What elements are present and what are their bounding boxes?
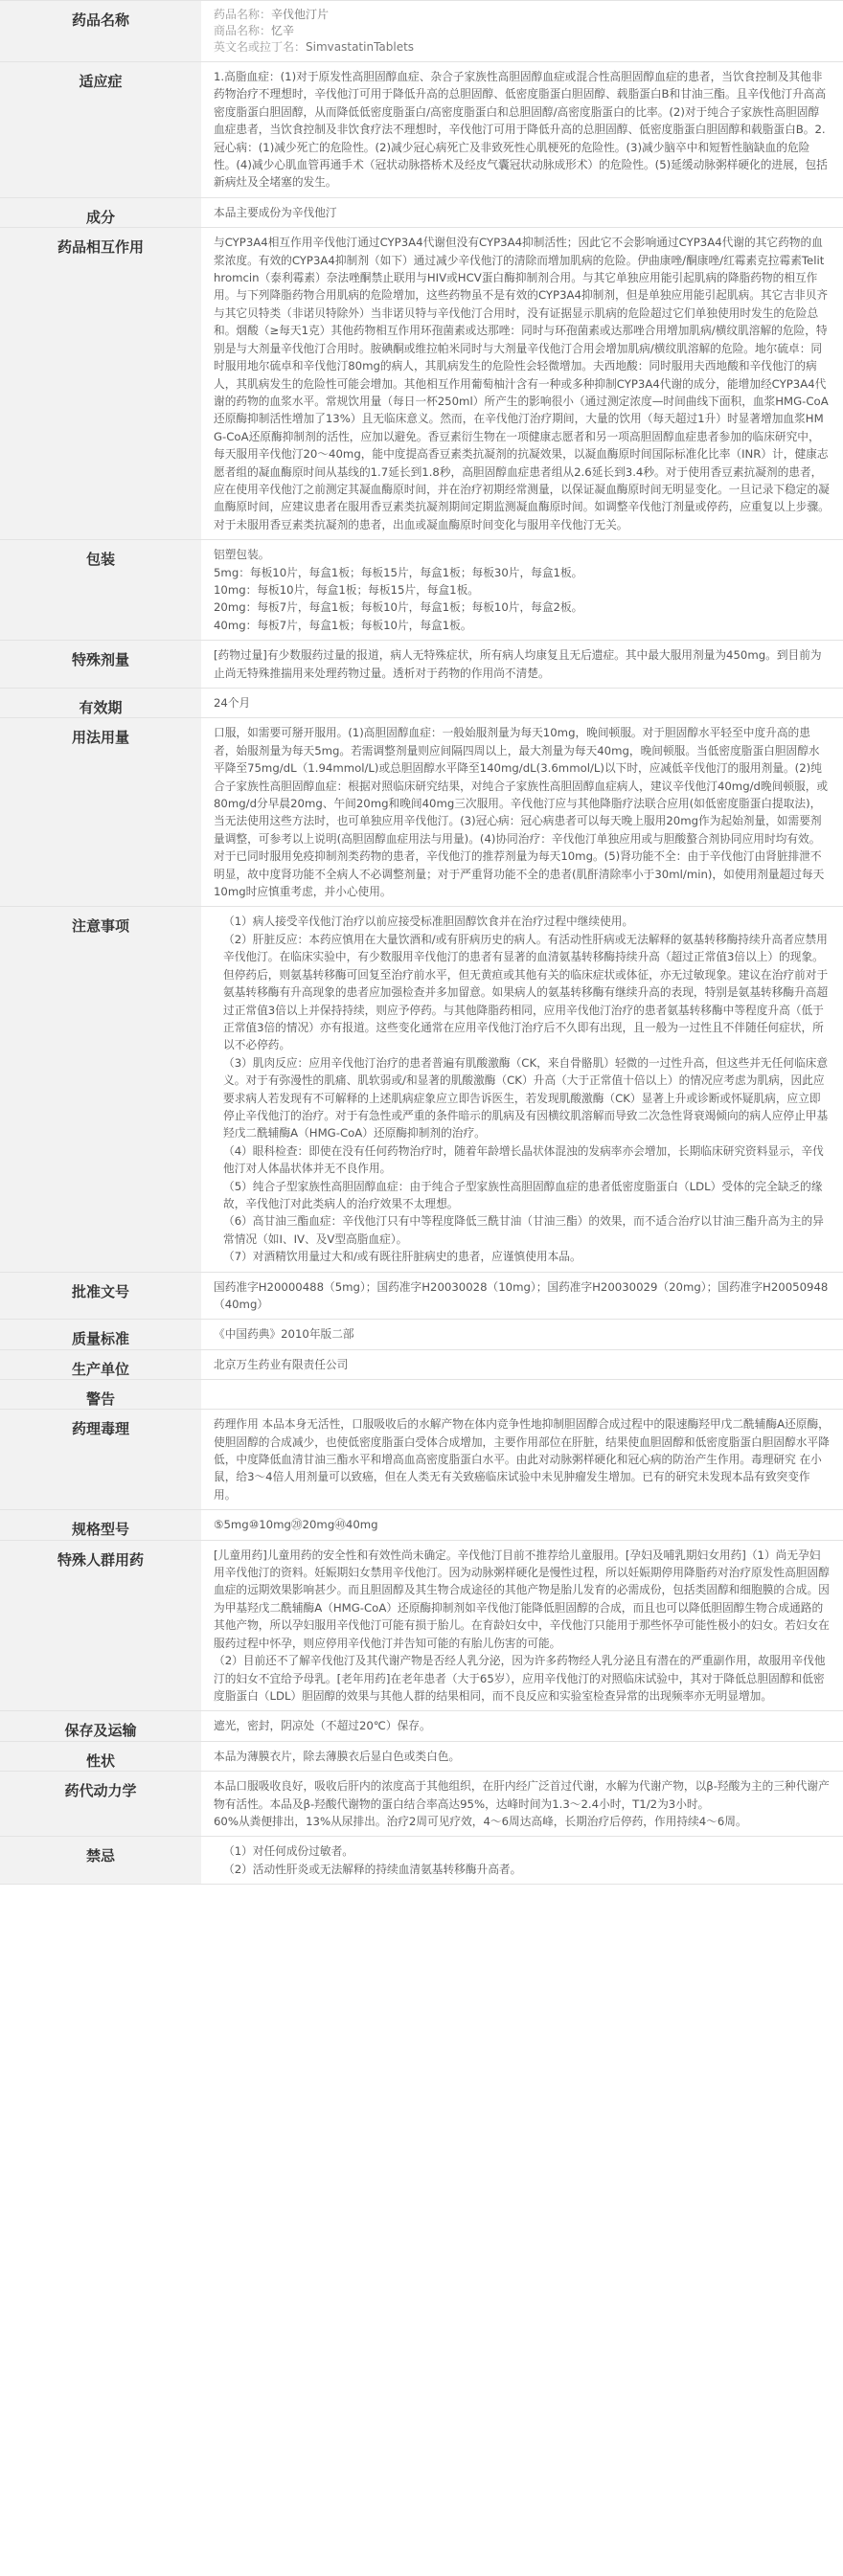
row-paragraph: 1.高脂血症：(1)对于原发性高胆固醇血症、杂合子家族性高胆固醇血症或混合性高胆固醇血症的患者，当饮食控制及其他非药物治疗不理想时，辛伐他汀可用于降低升高的总胆固醇、低密度脂蛋白胆固醇、载脂蛋白B和甘油三酯。且辛伐他汀升高高密度脂蛋白胆固醇，从而降低低密度脂蛋白/高密度脂蛋白和总胆固醇/高密度脂蛋白的比率。(2)对于纯合子家族性高胆固醇血症患者，当饮食控制及非饮食疗法不理想时，辛伐他汀可用于降低升高的总胆固醇、低密度脂蛋白胆固醇和载脂蛋白B。2.冠心病：(1)减少死亡的危险性。(2)减少冠心病死亡及非致死性心肌梗死的危险性。(3)减少脑卒中和短暂性脑缺血的危险性。(4)减少心肌血管再通手术（冠状动脉搭桥术及经皮气囊冠状动脉成形术）的危险性。(5)延缓动脉粥样硬化的进展，包括新病灶及全堵塞的发生。 [214, 70, 828, 190]
row-label: 用法用量 [0, 718, 201, 907]
english-name-line [214, 39, 830, 56]
info-row [0, 540, 843, 641]
row-value [201, 540, 843, 641]
info-row [0, 1772, 843, 1837]
row-value [201, 907, 843, 1272]
info-row [0, 718, 843, 907]
row-value [201, 1320, 843, 1349]
row-value [201, 1380, 843, 1410]
row-paragraph: 本品为薄膜衣片，除去薄膜衣后显白色或类白色。 [214, 1749, 461, 1763]
brand-name-key: 商品名称： [214, 24, 272, 37]
row-list-item: （2）活动性肝炎或无法解释的持续血清氨基转移酶升高者。 [223, 1862, 522, 1876]
row-paragraph: 10mg：每板10片，每盒1板；每板15片，每盒1板。 [214, 582, 479, 597]
row-label: 药品相互作用 [0, 228, 201, 540]
row-list-item: （2）肝脏反应：本药应慎用在大量饮酒和/或有肝病历史的病人。有活动性肝病或无法解释的氨基转移酶持续升高者应禁用辛伐他汀。在临床实验中，有少数服用辛伐他汀的患者有显著的血清氨基转移酶持续升高（超过正常值3倍以上）的现象。但停药后，则氨基转移酶可回复至治疗前水平，但无黄疸或其他有关的临床症状或体征，亦无过敏现象。建议在治疗前对于氨基转移酶有升高现象的患者应加强检查并多加留意。如果病人的氨基转移酶有继续升高的表现，特别是氨基转移酶升高超过正常值3倍以上并保持持续，则应予停药。与其他降脂药相同，应用辛伐他汀治疗的患者氨基转移酶中等程度升高（低于正常值3倍的情况）亦有报道。这些变化通常在应用辛伐他汀治疗后不久即有出现，且一般为一过性且不伴随任何症状，所以不必停药。 [223, 932, 829, 1052]
info-row [0, 1320, 843, 1349]
row-value [201, 1272, 843, 1320]
info-row [0, 197, 843, 227]
row-value [201, 641, 843, 689]
row-paragraph: 本品主要成份为辛伐他汀 [214, 205, 337, 219]
generic-name-value: 辛伐他汀片 [271, 8, 330, 21]
row-list-item: （7）对酒精饮用量过大和/或有既往肝脏病史的患者，应谨慎使用本品。 [223, 1250, 581, 1264]
row-label: 包装 [0, 540, 201, 641]
row-paragraph: 北京万生药业有限责任公司 [214, 1357, 349, 1371]
brand-name-line [214, 23, 830, 39]
row-list-item: （1）病人接受辛伐他汀治疗以前应接受标准胆固醇饮食并在治疗过程中继续使用。 [223, 915, 634, 929]
row-value [201, 228, 843, 540]
row-list-item: （3）肌肉反应：应用辛伐他汀治疗的患者普遍有肌酸激酶（CK，来自骨骼肌）轻微的一过性升高，但这些并无任何临床意义。对于有弥漫性的肌痛、肌软弱或/和显著的肌酸激酶（CK）升高（大于正常值十倍以上）的情况应考虑为肌病，因此应要求病人若发现有不可解释的上述肌病症象应立即告诉医生，若发现肌酸激酶（CK）显著上升或诊断或怀疑肌病，应立即停止辛伐他汀的治疗。对于有急性或严重的条件暗示的肌病及有因横纹肌溶解而导致二次急性肾衰竭倾向的病人应停止甲基羟戊二酰辅酶A（HMG-CoA）还原酶抑制剂的治疗。 [223, 1055, 829, 1141]
row-label: 质量标准 [0, 1320, 201, 1349]
info-row [0, 62, 843, 198]
generic-name-key: 药品名称： [214, 8, 272, 21]
row-label: 适应症 [0, 62, 201, 198]
english-name-key: 英文名或拉丁名： [214, 40, 307, 54]
row-paragraph: 遮光，密封，阴凉处（不超过20℃）保存。 [214, 1719, 431, 1733]
row-value [201, 1711, 843, 1741]
row-value [201, 62, 843, 198]
info-row [0, 689, 843, 718]
row-value [201, 197, 843, 227]
row-label: 保存及运输 [0, 1711, 201, 1741]
row-value [201, 1410, 843, 1510]
row-paragraph: [药物过量]有少数服药过量的报道，病人无特殊症状，所有病人均康复且无后遗症。其中最大服用剂量为450mg。到目前为止尚无特殊推揣用来处理药物过量。透析对于药物的作用尚不清楚。 [214, 648, 822, 680]
row-list-item: （1）对任何成份过敏者。 [223, 1844, 353, 1859]
row-paragraph: 与CYP3A4相互作用辛伐他汀通过CYP3A4代谢但没有CYP3A4抑制活性；因此它不会影响通过CYP3A4代谢的其它药物的血浆浓度。有效的CYP3A4抑制剂（如下）通过减少辛伐他汀的清除而增加肌病的危险。伊曲康唑/酮康唑/红霉素克拉霉素Telithromcin（泰利霉素）奈法唑酮禁止联用与HIV或HCV蛋白酶抑制剂合用。与其它单独应用能引起肌病的降脂药物的相互作用。与下列降脂药物合用肌病的危险增加，这些药物虽不是有效的CYP3A4抑制剂，但是单独应用能引起肌病。其它吉非贝齐与其它贝特类（非诺贝特除外）当非诺贝特与辛伐他汀合用时，没有证据显示肌病的危险超过它们单独使用时发生的危险总和。烟酸（≥每天1克）其他药物相互作用环孢菌素或达那唑：同时与环孢菌素或达那唑合用增加肌病/横纹肌溶解的危险，特别是与大剂量辛伐他汀合用时。胺碘酮或维拉帕米同时与大剂量辛伐他汀合用会增加肌病/横纹肌溶解的危险。地尔硫卓：同时服用地尔硫卓和辛伐他汀80mg的病人，其肌病发生的危险性会轻微增加。夫西地酸：同时服用夫西地酸和辛伐他汀的病人，其肌病发生的危险性可能会增加。其他相互作用葡萄柚汁含有一种或多种抑制CYP3A4代谢的成分，能增加经CYP3A4代谢的药物的血浆水平。常规饮用量（每日一杯250ml）所产生的影响很小（通过测定浓度—时间曲线下面积，血浆HMG-CoA还原酶抑制活性增加了13%）且无临床意义。然而，在辛伐他汀治疗期间，大量的饮用（每天超过1升）时显著增加血浆HMG-CoA还原酶抑制剂的活性，应加以避免。香豆素衍生物在一项健康志愿者和另一项高胆固醇血症患者参加的临床研究中，每天服用辛伐他汀20～40mg，能中度提高香豆素类抗凝剂的抗凝效果，以凝血酶原时间国际标准化比率（INR）计，健康志愿者组的凝血酶原时间从基线的1.7延长到1.8秒，高胆固醇血症患者组从2.6延长到3.4秒。对于使用香豆素抗凝剂的患者，应在使用辛伐他汀之前测定其凝血酶原时间，并在治疗初期经常测量，以保证凝血酶原时间无明显变化。一旦记录下稳定的凝血酶原时间，应建议患者在服用香豆素类抗凝剂期间定期监测凝血酶原时间。如调整辛伐他汀剂量或停药，应重复以上步骤。对于未服用香豆素类抗凝剂的患者，出血或凝血酶原时间变化与服用辛伐他汀无关。 [214, 236, 830, 531]
generic-name-line [214, 7, 830, 23]
row-paragraph: 24个月 [214, 696, 251, 710]
row-value [201, 1741, 843, 1771]
info-row [0, 1349, 843, 1379]
row-paragraph: [儿童用药]儿童用药的安全性和有效性尚未确定。辛伐他汀目前不推荐给儿童服用。[孕妇及哺乳期妇女用药]（1）尚无孕妇用辛伐他汀的资料。妊娠期妇女禁用辛伐他汀。因为动脉粥样硬化是慢性过程，所以妊娠期停用降脂药对治疗原发性高胆固醇血症的远期效果影响甚少。而且胆固醇及其生物合成途径的其他产物是胎儿发育的必需成份，包括类固醇和细胞膜的合成。因为甲基羟戊二酰辅酶A（HMG-CoA）还原酶抑制剂如辛伐他汀能降低胆固醇的合成，而且也可以降低胆固醇生物合成通路的其他产物，所以孕妇服用辛伐他汀可能有损于胎儿。在育龄妇女中，辛伐他汀只能用于那些怀孕可能性极小的妇女。若妇女在服药过程中怀孕，则应停用辛伐他汀并告知可能的有胎儿伤害的可能。 [214, 1548, 830, 1650]
info-row [0, 1510, 843, 1540]
info-row [0, 1741, 843, 1771]
info-row [0, 641, 843, 689]
row-label: 药品名称 [0, 1, 201, 62]
row-paragraph: 本品口服吸收良好，吸收后肝内的浓度高于其他组织，在肝内经广泛首过代谢，水解为代谢产物，以β-羟酸为主的三种代谢产物有活性。本品及β-羟酸代谢物的蛋白结合率高达95%，达峰时间为1.3～2.4小时，T1/2为3小时。 [214, 1779, 830, 1811]
row-label: 批准文号 [0, 1272, 201, 1320]
row-paragraph: 口服，如需要可掰开服用。(1)高胆固醇血症：一般始服剂量为每天10mg，晚间顿服。对于胆固醇水平轻至中度升高的患者，始服剂量为每天5mg。若需调整剂量则应间隔四周以上，最大剂量为每天40mg，晚间顿服。当低密度脂蛋白胆固醇水平降至75mg/dL（1.94mmol/L)或总胆固醇水平降至140mg/dL(3.6mmol/L)以下时，应减低辛伐他汀的服用剂量。(2)纯合子家族性高胆固醇血症：根据对照临床研究结果，对纯合子家族性高胆固醇血症病人，建议辛伐他汀40mg/d晚间顿服，或80mg/d分早晨20mg、午间20mg和晚间40mg三次服用。辛伐他汀应与其他降脂疗法联合应用(如低密度脂蛋白提取法)，当无法使用这些方法时，也可单独应用辛伐他汀。(3)冠心病：冠心病患者可以每天晚上服用20mg作为起始剂量，如需要剂量调整，可参考以上说明(高胆固醇血症用法与用量)。(4)协同治疗：辛伐他汀单独应用或与胆酸螯合剂协同应用时均有效。对于已同时服用免疫抑制剂类药物的患者，辛伐他汀的推荐剂量为每天10mg。(5)肾功能不全：由于辛伐他汀由肾脏排泄不明显，故中度肾功能不全病人不必调整剂量；对于严重肾功能不全的患者(肌酐清除率小于30ml/min)，如使用剂量超过每天10mg时应慎重考虑，并小心使用。 [214, 726, 829, 899]
row-label: 特殊人群用药 [0, 1540, 201, 1711]
row-paragraph: 20mg：每板7片，每盒1板；每板10片，每盒1板；每板10片，每盒2板。 [214, 600, 583, 615]
row-label: 注意事项 [0, 907, 201, 1272]
row-drug-name [0, 1, 843, 62]
row-value [201, 1510, 843, 1540]
row-paragraph: （2）目前还不了解辛伐他汀及其代谢产物是否经人乳分泌，因为许多药物经人乳分泌且有潜在的严重副作用，故服用辛伐他汀的妇女不宜给予母乳。[老年用药]在老年患者（大于65岁），应用辛伐他汀的对照临床试验中，其对于降低总胆固醇和低密度脂蛋白（LDL）胆固醇的效果与其他人群的结果相同，而不良反应和实验室检查异常的出现频率亦无明显增加。 [214, 1654, 826, 1703]
row-paragraph: ⑤5mg⑩10mg⑳20mg㊵40mg [214, 1518, 378, 1532]
row-list-item: （5）纯合子型家族性高胆固醇血症：由于纯合子型家族性高胆固醇血症的患者低密度脂蛋白（LDL）受体的完全缺乏的缘故，辛伐他汀对此类病人的治疗效果不太理想。 [223, 1179, 823, 1210]
brand-name-value: 忆辛 [271, 24, 295, 37]
row-value [201, 1837, 843, 1885]
row-label: 警告 [0, 1380, 201, 1410]
row-list-item: （6）高甘油三酯血症：辛伐他汀只有中等程度降低三酰甘油（甘油三酯）的效果，而不适合治疗以甘油三酯升高为主的异常情况（如I、IV、及V型高脂血症）。 [223, 1214, 824, 1246]
info-row [0, 1380, 843, 1410]
row-label: 药代动力学 [0, 1772, 201, 1837]
info-row [0, 1711, 843, 1741]
row-value [201, 1772, 843, 1837]
row-label: 特殊剂量 [0, 641, 201, 689]
row-label: 规格型号 [0, 1510, 201, 1540]
row-value [201, 1349, 843, 1379]
row-label: 生产单位 [0, 1349, 201, 1379]
row-label: 禁忌 [0, 1837, 201, 1885]
row-paragraph: 60%从粪便排出，13%从尿排出。治疗2周可见疗效，4～6周达高峰，长期治疗后停药，作用持续4～6周。 [214, 1814, 747, 1828]
row-paragraph: 《中国药典》2010年版二部 [214, 1327, 354, 1342]
info-row [0, 1410, 843, 1510]
info-row [0, 1837, 843, 1885]
row-value [201, 718, 843, 907]
info-row [0, 1272, 843, 1320]
row-paragraph: 药理作用 本品本身无活性，口服吸收后的水解产物在体内竞争性地抑制胆固醇合成过程中的限速酶羟甲戊二酰辅酶A还原酶，使胆固醇的合成减少，也使低密度脂蛋白受体合成增加，主要作用部位在肝脏，结果使血胆固醇和低密度脂蛋白胆固醇水平降低，中度降低血清甘油三酯水平和增高血高密度脂蛋白水平。由此对动脉粥样硬化和冠心病的防治产生作用。毒理研究 在小鼠，给3～4倍人用剂量可以致癌，但在人类无有关致癌临床试验中未见肿瘤发生增加。已有的研究未发现本品有致突变作用。 [214, 1417, 830, 1502]
row-paragraph: 5mg：每板10片，每盒1板；每板15片，每盒1板；每板30片，每盒1板。 [214, 565, 583, 579]
row-value [201, 689, 843, 718]
row-paragraph: 铝塑包装。 [214, 548, 270, 562]
info-row [0, 228, 843, 540]
row-paragraph: 国药准字H20000488（5mg）；国药准字H20030028（10mg）；国药准字H20030029（20mg）；国药准字H20050948（40mg） [214, 1279, 829, 1311]
row-label: 性状 [0, 1741, 201, 1771]
row-paragraph [214, 1386, 830, 1403]
row-label: 药理毒理 [0, 1410, 201, 1510]
info-row [0, 1540, 843, 1711]
info-row [0, 907, 843, 1272]
row-value [201, 1, 843, 62]
row-paragraph: 40mg：每板7片，每盒1板；每板10片，每盒1板。 [214, 618, 472, 632]
row-label: 有效期 [0, 689, 201, 718]
english-name-value: SimvastatinTablets [306, 40, 415, 54]
row-label: 成分 [0, 197, 201, 227]
row-list-item: （4）眼科检查：即使在没有任何药物治疗时，随着年龄增长晶状体混浊的发病率亦会增加，长期临床研究资料显示，辛伐他汀对人体晶状体并无不良作用。 [223, 1143, 824, 1176]
row-value [201, 1540, 843, 1711]
